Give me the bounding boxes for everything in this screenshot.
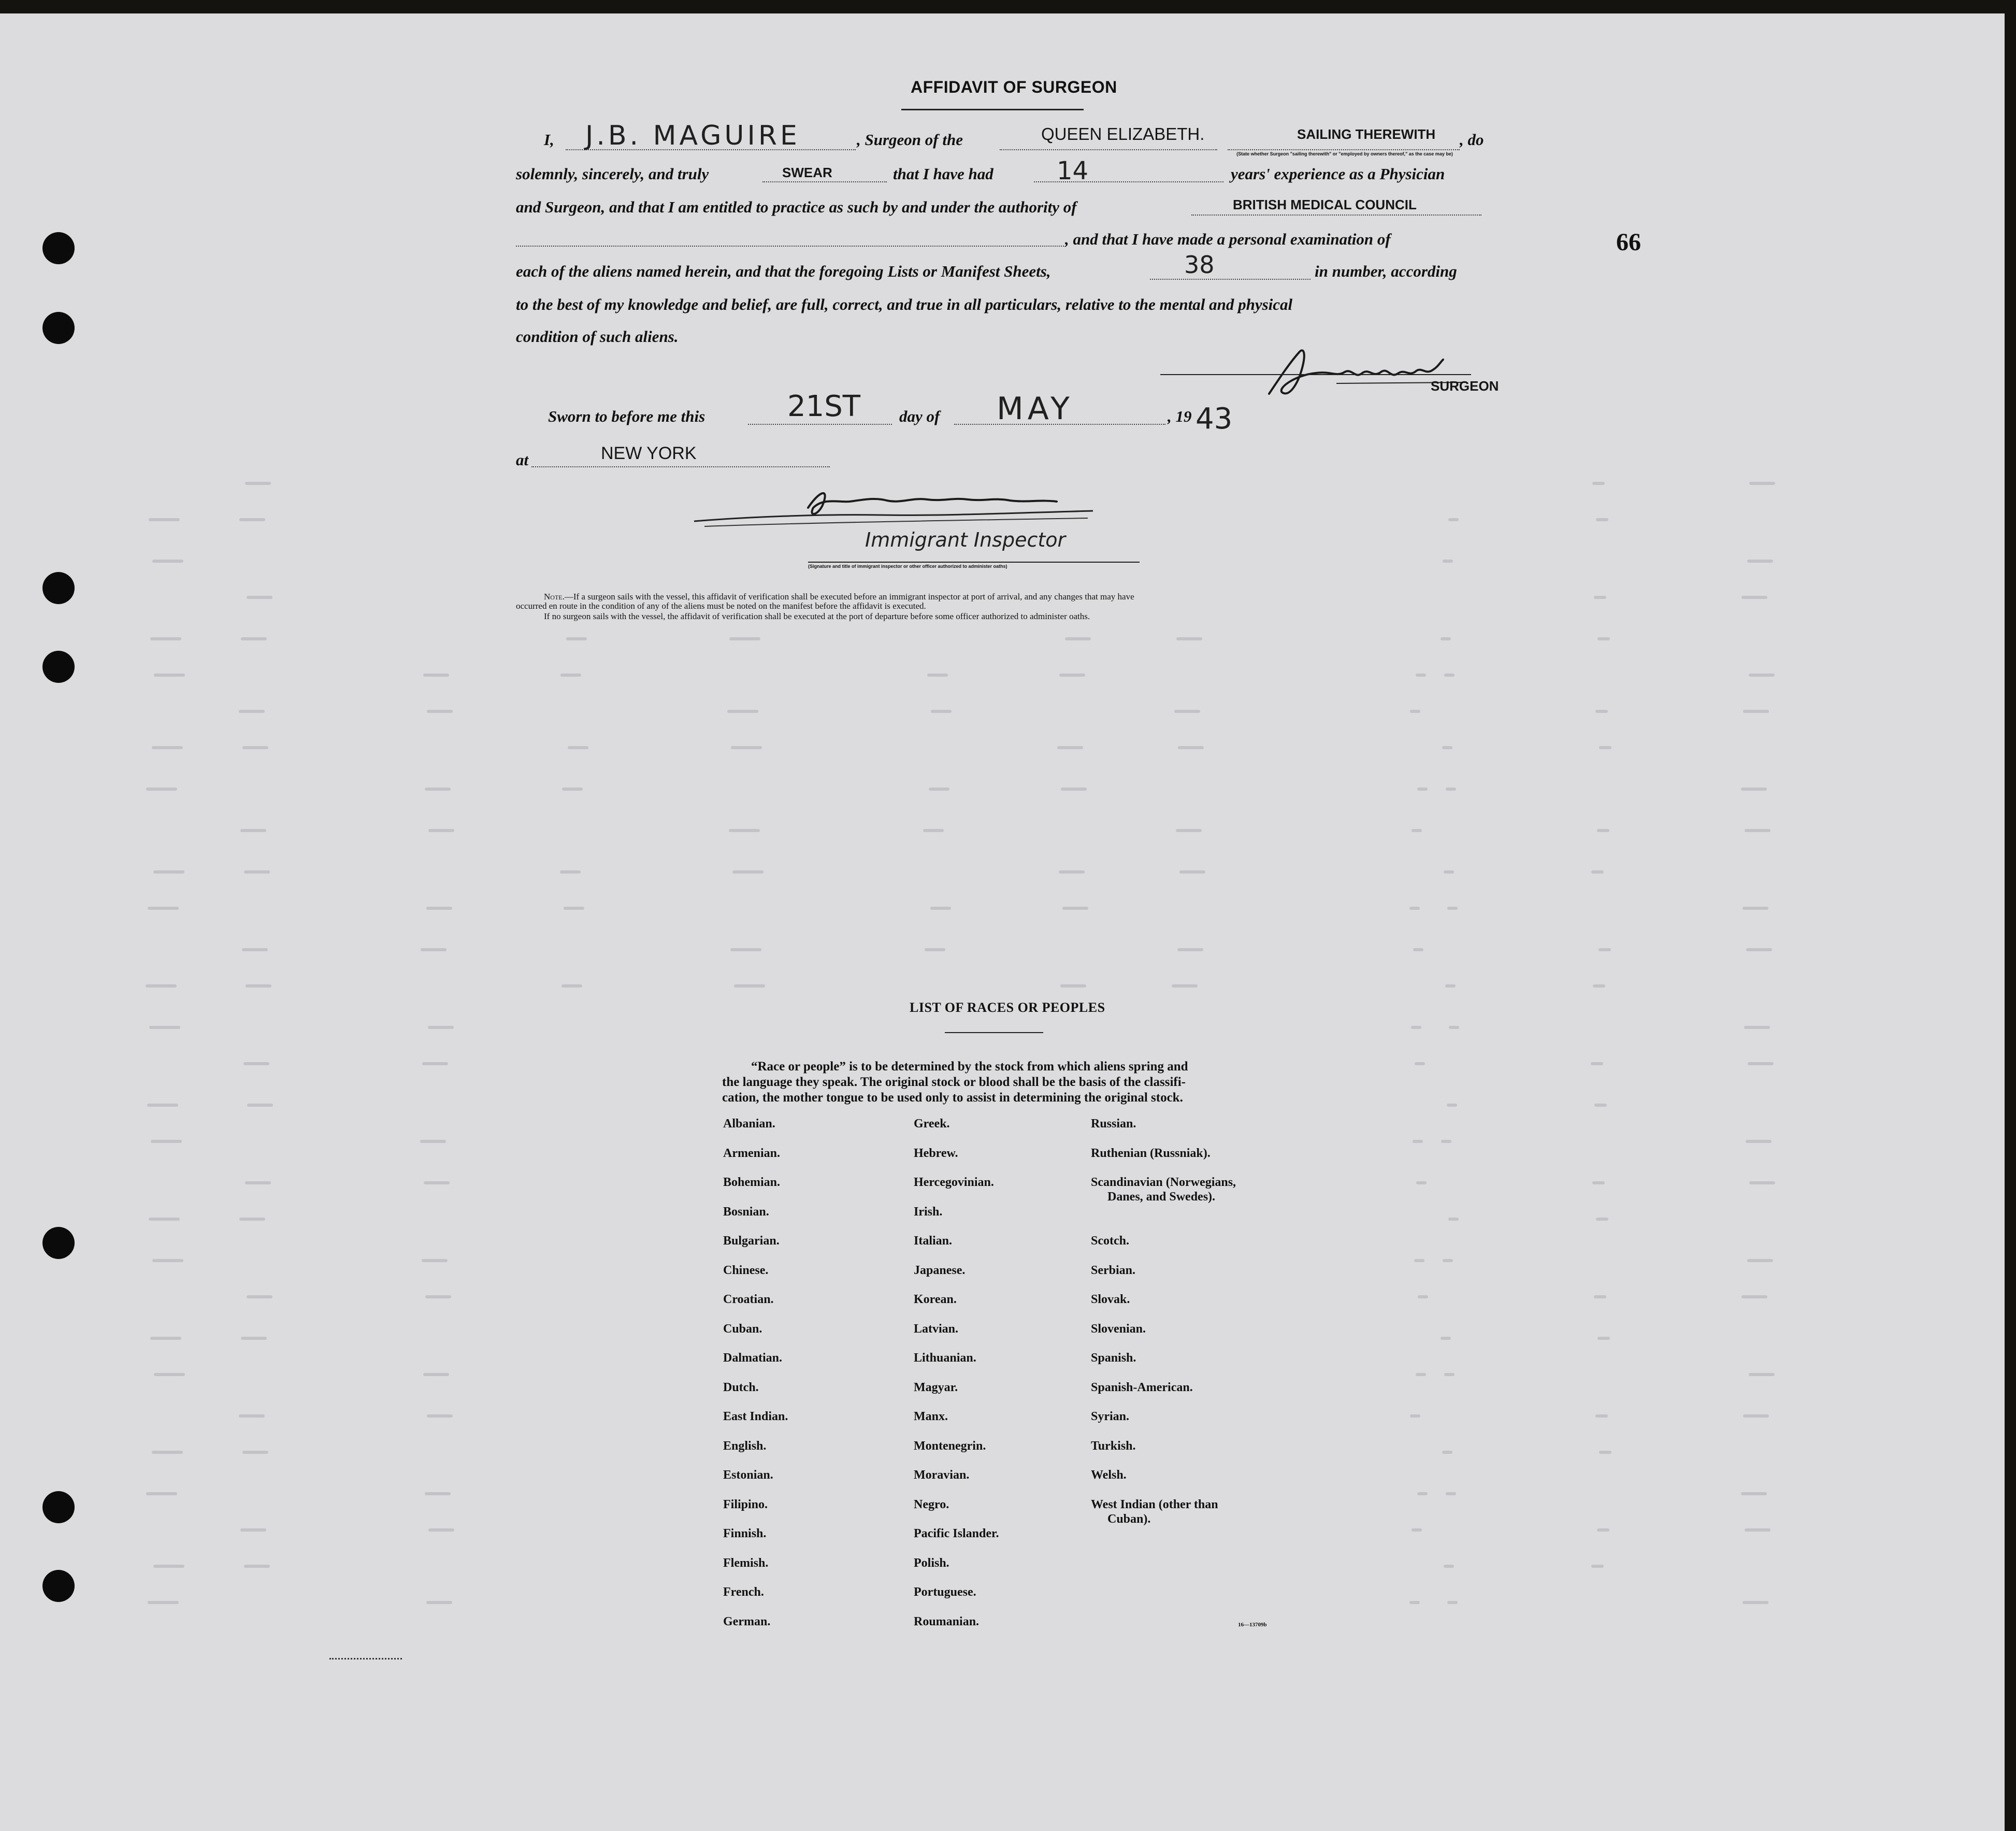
sheet-count-value: 38: [1184, 251, 1215, 279]
bleed-through-mark: [1409, 907, 1420, 910]
scan-border-top: [0, 0, 2016, 13]
oath-type-value: SWEAR: [782, 165, 832, 180]
bleed-through-mark: [153, 870, 184, 874]
bleed-through-mark: [1748, 1062, 1774, 1065]
bleed-through-mark: [1741, 1492, 1767, 1495]
bleed-through-mark: [1178, 746, 1204, 749]
bleed-through-mark: [1444, 1565, 1454, 1568]
sailing-status-value: SAILING THEREWITH: [1297, 126, 1436, 142]
bleed-through-mark: [1596, 1218, 1608, 1221]
bleed-through-mark: [1059, 674, 1085, 677]
bleed-through-mark: [1179, 870, 1205, 874]
races-intro-2: the language they speak. The original stock or blood shall be the basis of the classifi-: [722, 1075, 1186, 1089]
bleed-through-mark: [1741, 596, 1767, 599]
bleed-through-mark: [1447, 1104, 1457, 1107]
bleed-through-mark: [1174, 710, 1200, 713]
bleed-through-mark: [1445, 984, 1456, 988]
bleed-through-mark: [1416, 1373, 1426, 1376]
race-item: Armenian.: [723, 1146, 780, 1160]
bleed-through-mark: [154, 674, 185, 677]
bleed-through-mark: [731, 746, 762, 749]
bleed-through-mark: [1448, 518, 1459, 521]
bleed-through-mark: [152, 746, 183, 749]
race-item: Italian.: [914, 1234, 953, 1248]
bleed-through-mark: [564, 907, 584, 910]
race-item: Ruthenian (Russniak).: [1091, 1146, 1211, 1160]
bleed-through-mark: [1745, 829, 1770, 832]
line-1-prefix: I,: [544, 131, 554, 149]
race-item: Serbian.: [1091, 1263, 1136, 1277]
inspector-title-value: Immigrant Inspector: [865, 528, 1066, 551]
line-2-end: years' experience as a Physician: [1231, 165, 1445, 183]
bleed-through-mark: [146, 984, 177, 988]
bleed-through-mark: [1060, 984, 1086, 988]
bleed-through-mark: [1597, 1337, 1610, 1340]
bleed-through-mark: [240, 1528, 266, 1532]
bleed-through-mark: [1593, 984, 1605, 988]
bleed-through-mark: [148, 907, 179, 910]
bleed-through-mark: [560, 870, 581, 874]
line-3-start: and Surgeon, and that I am entitled to practice as such by and under the authority of: [516, 198, 1077, 216]
race-item: Welsh.: [1091, 1468, 1127, 1482]
bleed-through-mark: [1599, 948, 1611, 951]
bleed-through-mark: [150, 637, 181, 640]
bleed-through-mark: [1177, 948, 1203, 951]
bleed-through-mark: [239, 518, 265, 521]
bleed-through-mark: [1747, 560, 1773, 563]
bleed-through-mark: [727, 710, 758, 713]
race-item: French.: [723, 1585, 764, 1599]
race-item: Spanish-American.: [1091, 1380, 1193, 1394]
bleed-through-mark: [425, 1295, 451, 1298]
note-label: Note.: [544, 592, 565, 602]
bleed-through-mark: [1446, 788, 1456, 791]
bleed-through-mark: [1746, 948, 1772, 951]
bleed-through-mark: [1418, 1295, 1428, 1298]
at-label: at: [516, 451, 529, 469]
bleed-through-mark: [1443, 1259, 1453, 1262]
bleed-through-mark: [1417, 1492, 1428, 1495]
binder-hole: [42, 232, 75, 264]
races-title-underline: [945, 1032, 1043, 1033]
bleed-through-mark: [146, 788, 177, 791]
races-intro-3: cation, the mother tongue to be used only to assist in determining the original stock.: [722, 1091, 1183, 1105]
bleed-through-mark: [239, 1414, 265, 1418]
bleed-through-mark: [242, 746, 268, 749]
bleed-through-mark: [243, 1062, 269, 1065]
bleed-through-mark: [560, 674, 581, 677]
binder-hole: [42, 1491, 75, 1523]
bleed-through-mark: [729, 637, 760, 640]
page-number: 66: [1616, 228, 1641, 256]
bleed-through-mark: [244, 1565, 270, 1568]
race-item: Slovenian.: [1091, 1322, 1146, 1336]
bleed-through-mark: [1743, 1601, 1768, 1604]
race-item: Finnish.: [723, 1527, 767, 1540]
surgeon-name-value: J.B. MAGUIRE: [585, 120, 800, 151]
sailing-hint: (State whether Surgeon "sailing therewith" or "employed by owners thereof," as the case may be): [1236, 151, 1453, 156]
bleed-through-mark: [242, 948, 268, 951]
race-item: Irish.: [914, 1205, 943, 1219]
bleed-through-mark: [247, 596, 272, 599]
bleed-through-mark: [149, 1026, 180, 1029]
bleed-through-mark: [1176, 829, 1202, 832]
bleed-through-mark: [245, 1181, 271, 1184]
vessel-name-value: QUEEN ELIZABETH.: [1041, 124, 1205, 144]
bleed-through-mark: [1412, 1528, 1422, 1532]
note-line-3: If no surgeon sails with the vessel, the affidavit of verification shall be executed at the port of departure before some officer authorized to administer oaths.: [544, 611, 1090, 621]
bleed-through-mark: [1747, 1259, 1773, 1262]
bleed-through-mark: [1743, 1414, 1769, 1418]
bleed-through-mark: [931, 710, 952, 713]
bleed-through-mark: [730, 948, 761, 951]
inspector-caption: (Signature and title of immigrant inspector or other officer authorized to administer oaths): [808, 564, 1007, 569]
bleed-through-mark: [927, 674, 948, 677]
bleed-through-mark: [1176, 637, 1202, 640]
bleed-through-mark: [149, 1218, 180, 1221]
binder-hole: [42, 1227, 75, 1259]
sworn-month-value: MAY: [997, 391, 1074, 427]
bleed-through-mark: [1410, 710, 1420, 713]
bleed-through-mark: [1441, 637, 1451, 640]
bleed-through-mark: [1749, 1181, 1775, 1184]
bleed-through-mark: [152, 1451, 183, 1454]
bleed-through-mark: [1597, 829, 1609, 832]
binder-hole: [42, 1570, 75, 1602]
bleed-through-mark: [245, 482, 271, 485]
race-item: Bulgarian.: [723, 1234, 780, 1248]
line-1-surgeon-of: , Surgeon of the: [857, 131, 963, 149]
bleed-through-mark: [1447, 907, 1458, 910]
bleed-through-mark: [1595, 1414, 1608, 1418]
bleed-through-mark: [1442, 1451, 1452, 1454]
race-item: Cuban.: [723, 1322, 762, 1336]
vessel-line: [1000, 149, 1217, 150]
bleed-through-mark: [1416, 674, 1426, 677]
bleed-through-mark: [1594, 1104, 1607, 1107]
years-experience-value: 14: [1057, 156, 1089, 185]
race-item: Montenegrin.: [914, 1439, 986, 1453]
bleed-through-mark: [1062, 907, 1088, 910]
bleed-through-mark: [1449, 1026, 1459, 1029]
bleed-through-mark: [1599, 746, 1611, 749]
note-line-1: [544, 592, 1134, 602]
sworn-day-line: [748, 424, 892, 425]
race-item: Syrian.: [1091, 1410, 1130, 1423]
races-intro-1: “Race or people” is to be determined by the stock from which aliens spring and: [751, 1060, 1188, 1074]
bleed-through-mark: [422, 1062, 448, 1065]
race-item: Spanish.: [1091, 1351, 1136, 1365]
surgeon-signature-line: [1160, 374, 1471, 375]
bleed-through-mark: [732, 870, 764, 874]
surgeon-label: SURGEON: [1431, 378, 1499, 394]
bleed-through-mark: [428, 1026, 454, 1029]
bleed-through-mark: [426, 907, 452, 910]
race-item: German.: [723, 1614, 771, 1628]
authority-continuation-line: [516, 246, 1064, 247]
bleed-through-mark: [154, 1373, 185, 1376]
bleed-through-mark: [426, 1601, 452, 1604]
race-item: Estonian.: [723, 1468, 773, 1482]
bleed-through-mark: [1447, 1601, 1458, 1604]
bleed-through-mark: [242, 1451, 268, 1454]
bleed-through-mark: [1743, 710, 1769, 713]
bleed-through-mark: [1599, 1451, 1611, 1454]
race-item: Hebrew.: [914, 1146, 958, 1160]
bleed-through-mark: [239, 710, 265, 713]
bleed-through-mark: [428, 829, 454, 832]
race-item: Dalmatian.: [723, 1351, 782, 1365]
race-item: Manx.: [914, 1410, 948, 1423]
bleed-through-mark: [1061, 788, 1087, 791]
sworn-start: Sworn to before me this: [548, 407, 705, 425]
race-item: West Indian (other than: [1091, 1497, 1218, 1511]
sworn-place-value: NEW YORK: [601, 444, 697, 463]
bleed-through-mark: [1444, 1373, 1455, 1376]
oath-line: [762, 181, 887, 182]
bleed-through-mark: [425, 1492, 451, 1495]
bleed-through-mark: [1411, 1026, 1421, 1029]
bleed-through-mark: [240, 829, 266, 832]
race-item: Moravian.: [914, 1468, 970, 1482]
bleed-through-mark: [1065, 637, 1091, 640]
bleed-through-mark: [1591, 1062, 1603, 1065]
bleed-through-mark: [1444, 870, 1454, 874]
place-line: [531, 466, 830, 467]
bleed-through-mark: [422, 1259, 448, 1262]
bleed-through-mark: [929, 788, 949, 791]
line-4-end: , and that I have made a personal examination of: [1065, 230, 1391, 248]
bleed-through-mark: [568, 746, 588, 749]
bleed-through-mark: [146, 1492, 177, 1495]
bleed-through-mark: [1415, 1062, 1425, 1065]
bleed-through-mark: [1059, 870, 1085, 874]
race-item: Greek.: [914, 1117, 950, 1131]
bleed-through-mark: [561, 984, 582, 988]
bleed-through-mark: [734, 984, 765, 988]
bleed-through-mark: [1592, 1181, 1605, 1184]
race-item: Pacific Islander.: [914, 1527, 999, 1540]
bleed-through-mark: [1441, 1337, 1451, 1340]
bleed-through-mark: [239, 1218, 265, 1221]
bleed-through-mark: [729, 829, 760, 832]
race-item: Scandinavian (Norwegians,: [1091, 1176, 1236, 1189]
bleed-through-mark: [1410, 1414, 1420, 1418]
bleed-through-mark: [1413, 948, 1423, 951]
line-5-start: each of the aliens named herein, and that the foregoing Lists or Manifest Sheets,: [516, 262, 1051, 280]
bleed-through-mark: [1596, 518, 1608, 521]
bleed-through-mark: [925, 948, 945, 951]
bleed-through-mark: [148, 1601, 179, 1604]
race-item: Polish.: [914, 1556, 949, 1570]
bleed-through-mark: [1594, 1295, 1606, 1298]
bleed-through-mark: [1412, 829, 1422, 832]
race-item: Bohemian.: [723, 1176, 781, 1189]
line-1-do: , do: [1460, 131, 1484, 149]
bleed-through-mark: [1749, 1373, 1775, 1376]
race-item: East Indian.: [723, 1410, 788, 1423]
inspector-signature-line: [808, 562, 1140, 563]
bleed-through-mark: [1444, 674, 1455, 677]
bleed-through-mark: [1172, 984, 1198, 988]
bleed-through-mark: [566, 637, 587, 640]
race-item: Cuban).: [1107, 1512, 1151, 1526]
inspector-signature: [684, 477, 1108, 534]
binder-hole: [42, 312, 75, 344]
line-6: to the best of my knowledge and belief, are full, correct, and true in all particulars, relative to the mental and physical: [516, 295, 1293, 313]
bleed-through-mark: [562, 788, 583, 791]
race-item: Croatian.: [723, 1293, 774, 1306]
bleed-through-mark: [1417, 788, 1428, 791]
sworn-day-value: 21ST: [787, 390, 861, 423]
line-2-start: solemnly, sincerely, and truly: [516, 165, 709, 183]
bleed-through-mark: [420, 1140, 446, 1143]
race-item: Latvian.: [914, 1322, 959, 1336]
bleed-through-mark: [241, 1337, 267, 1340]
dotted-mark: [329, 1658, 402, 1660]
race-item: English.: [723, 1439, 767, 1453]
race-item: Japanese.: [914, 1263, 966, 1277]
race-item: Portuguese.: [914, 1585, 976, 1599]
bleed-through-mark: [1409, 1601, 1420, 1604]
bleed-through-mark: [1744, 1026, 1770, 1029]
bleed-through-mark: [1594, 596, 1606, 599]
race-item: Turkish.: [1091, 1439, 1136, 1453]
bleed-through-mark: [1749, 482, 1775, 485]
bleed-through-mark: [1595, 710, 1608, 713]
authority-value: BRITISH MEDICAL COUNCIL: [1233, 197, 1417, 212]
bleed-through-mark: [1446, 1492, 1456, 1495]
bleed-through-mark: [246, 984, 271, 988]
note-text-1: —If a surgeon sails with the vessel, this affidavit of verification shall be executed before an immigrant inspector at port of arrival, and any changes that may have: [564, 592, 1134, 602]
authority-line: [1191, 214, 1481, 216]
binder-hole: [42, 572, 75, 604]
race-item: Slovak.: [1091, 1293, 1130, 1306]
race-item: Scotch.: [1091, 1234, 1129, 1248]
bleed-through-mark: [923, 829, 944, 832]
race-item: Chinese.: [723, 1263, 769, 1277]
line-5-end: in number, according: [1315, 262, 1457, 280]
bleed-through-mark: [1413, 1140, 1423, 1143]
sheet-count-line: [1150, 279, 1311, 280]
bleed-through-mark: [247, 1295, 272, 1298]
bleed-through-mark: [930, 907, 951, 910]
sworn-year-value: 43: [1196, 402, 1233, 436]
form-code: 16—13709b: [1238, 1622, 1267, 1628]
bleed-through-mark: [1591, 870, 1604, 874]
bleed-through-mark: [1597, 637, 1610, 640]
bleed-through-mark: [1741, 1295, 1767, 1298]
bleed-through-mark: [1749, 674, 1775, 677]
sworn-year-prefix: , 19: [1168, 407, 1192, 425]
scan-border-right: [2005, 0, 2016, 1831]
bleed-through-mark: [1443, 560, 1453, 563]
race-item: Albanian.: [723, 1117, 775, 1131]
race-item: Filipino.: [723, 1497, 768, 1511]
bleed-through-mark: [150, 1337, 181, 1340]
race-item: Russian.: [1091, 1117, 1136, 1131]
line-2-mid: that I have had: [893, 165, 993, 183]
race-item: Lithuanian.: [914, 1351, 976, 1365]
bleed-through-mark: [149, 518, 180, 521]
sailing-line: [1228, 149, 1460, 150]
bleed-through-mark: [423, 1373, 449, 1376]
bleed-through-mark: [425, 788, 451, 791]
sworn-day-of: day of: [899, 407, 940, 425]
title-underline: [901, 109, 1084, 110]
races-title: LIST OF RACES OR PEOPLES: [910, 1000, 1105, 1015]
bleed-through-mark: [1741, 788, 1767, 791]
bleed-through-mark: [1416, 1181, 1427, 1184]
bleed-through-mark: [427, 710, 453, 713]
bleed-through-mark: [1448, 1218, 1459, 1221]
bleed-through-mark: [1597, 1528, 1609, 1532]
surgeon-signature: [1259, 332, 1481, 409]
race-item: Magyar.: [914, 1380, 958, 1394]
race-item: Danes, and Swedes).: [1107, 1190, 1216, 1204]
bleed-through-mark: [147, 1104, 178, 1107]
bleed-through-mark: [152, 1259, 183, 1262]
race-item: Dutch.: [723, 1380, 759, 1394]
bleed-through-mark: [1592, 482, 1605, 485]
race-item: Flemish.: [723, 1556, 769, 1570]
binder-hole: [42, 651, 75, 683]
bleed-through-mark: [428, 1528, 454, 1532]
bleed-through-mark: [427, 1414, 453, 1418]
bleed-through-mark: [151, 1140, 182, 1143]
note-line-2: occurred en route in the condition of any of the aliens must be noted on the manifest before the affidavit is executed.: [516, 601, 926, 611]
race-item: Roumanian.: [914, 1614, 980, 1628]
bleed-through-mark: [241, 637, 267, 640]
bleed-through-mark: [423, 674, 449, 677]
affidavit-title: AFFIDAVIT OF SURGEON: [911, 78, 1117, 96]
race-item: Hercegovinian.: [914, 1176, 994, 1189]
bleed-through-mark: [1746, 1140, 1772, 1143]
bleed-through-mark: [1745, 1528, 1770, 1532]
bleed-through-mark: [424, 1181, 450, 1184]
line-7: condition of such aliens.: [516, 327, 679, 346]
bleed-through-mark: [153, 1565, 184, 1568]
bleed-through-mark: [1442, 746, 1452, 749]
race-item: Korean.: [914, 1293, 957, 1306]
bleed-through-mark: [247, 1104, 273, 1107]
bleed-through-mark: [1743, 907, 1768, 910]
bleed-through-mark: [244, 870, 270, 874]
race-item: Negro.: [914, 1497, 949, 1511]
bleed-through-mark: [1414, 1259, 1424, 1262]
bleed-through-mark: [421, 948, 447, 951]
bleed-through-mark: [152, 560, 183, 563]
bleed-through-mark: [1441, 1140, 1451, 1143]
bleed-through-mark: [1057, 746, 1083, 749]
race-item: Bosnian.: [723, 1205, 769, 1219]
bleed-through-mark: [1591, 1565, 1604, 1568]
